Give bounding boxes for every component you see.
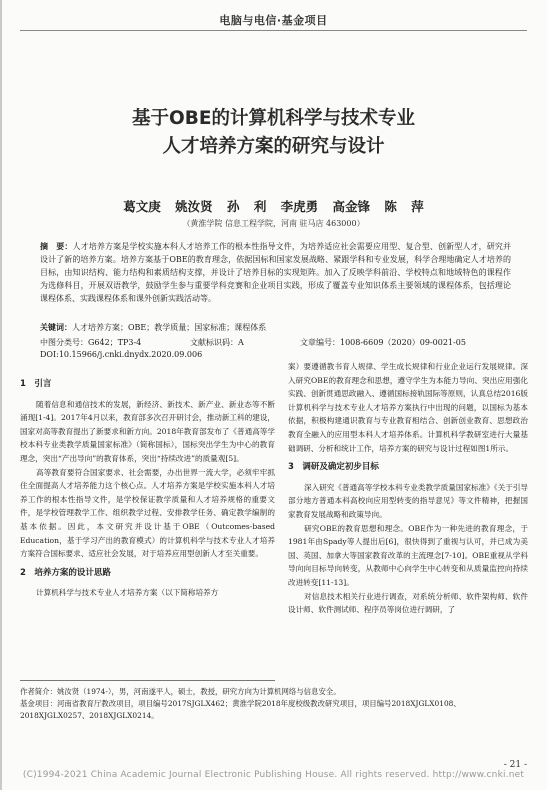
doi: DOI:10.15966/j.cnki.dnydx.2020.09.006	[40, 350, 203, 359]
abstract	[40, 240, 511, 305]
right-paragraph-3: 研究OBE的教育思想和理念。OBE作为一种先进的教育理念，于1981年由Spady等人提出后[6]，很快得到了重视与认可，并已成为美国、英国、加拿大等国家教育改革的主流理念[7-10]。OBE重视从学科导向向目标导向转变，从教师中心向学生中心转变和从质量监控向持续改进转变[11-13]。	[288, 523, 528, 587]
paper-title-line-2: 人才培养方案的研究与设计	[162, 136, 385, 157]
section-2-title: 2 培养方案的设计思路	[20, 567, 111, 578]
abstract-text: 人才培养方案是学校实施本科人才培养工作的根本性指导文件，为培养适应社会需要应用型、复合型、创新型人才，研究并设计了新的培养方案。培养方案基于OBE的教育理念，依据国标和国家发展战略、紧跟学科和专业发展，科学合理地确定人才培养的目标，由知识结构、能力结构和素质结构支撑，并设计了培养目标的实现矩阵。加入了反映学科前沿、学校特点和地域特色的课程作为选修科目，开展双语教学，鼓励学生参与重要学科竞赛和企业项目实践，形成了覆盖专业知识体系主要领域的课程体系，包括理论课程体系、实践课程体系和课外创新实践活动等。	[40, 242, 512, 303]
funding-note: 基金项目：河南省教育厅教改项目，项目编号2017SJGLX462；黄淮学院2018年度校级教改研究项目，项目编号2018XJGLX0108、2018XJGLX0257、2018XJGLX0214。	[20, 699, 461, 720]
keywords-label: 关键词：	[40, 323, 72, 332]
right-paragraph-2: 深入研究《普通高等学校本科专业类教学质量国家标准》《关于引导部分地方普通本科高校向应用型转变的指导意见》等文件精神，把握国家教育发展战略和政策导向。	[288, 482, 529, 519]
keywords	[40, 322, 511, 334]
author-note: 作者简介：姚汝贤（1974-），男，河南遂平人，硕士，教授，研究方向为计算机网络与信息安全。	[20, 687, 341, 696]
abstract-label: 摘 要：	[40, 242, 73, 251]
footnotes	[20, 686, 530, 722]
article-number: 文章编号：1008-6609（2020）09-0021-05	[300, 338, 466, 347]
affiliation: （黄淮学院 信息工程学院，河南 驻马店 463000）	[182, 219, 365, 228]
article-meta	[40, 337, 520, 361]
header-rule	[20, 30, 527, 31]
right-column	[288, 360, 528, 617]
right-paragraph-4: 对信息技术相关行业进行调查，对系统分析师、软件架构师、软件设计师、软件测试师、程序员等岗位进行调研，了	[288, 591, 528, 615]
left-column	[20, 372, 275, 600]
document-code: 文献标识码：A	[190, 338, 244, 347]
keywords-text: 人才培养方案；OBE；教学质量；国家标准；课程体系	[72, 323, 267, 332]
page-number: - 21 -	[503, 760, 527, 770]
copyright-watermark: (C)1994-2021 China Academic Journal Electronic Publishing House. All rights reserved. http://www.cnki.net	[22, 770, 525, 780]
section-2-paragraph-1: 计算机科学与技术专业人才培养方案（以下简称培养方	[36, 588, 219, 598]
section-1-paragraph-2: 高等教育要符合国家要求、社会需要，办出世界一流大学，必须牢牢抓住全面提高人才培养能力这个核心点。人才培养方案是学校实施本科人才培养工作的根本性指导文件，是学校保证教学质量和人才培养规格的重要文件，是学校管理教学工作、组织教学过程、安排教学任务、确定教学编制的基本依据。因此，本文研究并设计基于OBE（Outcomes-based Education，基于学习产出的教育模式）的计算机科学与技术专业人才培养方案符合国标要求、适应社会发展，对于培养应用型创新人才至关重要。	[20, 467, 275, 559]
paper-title-line-1: 基于OBE的计算机科学与技术专业	[132, 108, 415, 129]
authors: 葛文庚 姚汝贤 孙 利 李虎勇 高金锋 陈 萍	[123, 199, 424, 214]
section-1-paragraph-1: 随着信息和通信技术的发展，新经济、新技术、新产业、新业态等不断涌现[1-4]。2017年4月以来，教育部多次召开研讨会，推动新工科的建设，国家对高等教育提出了新要求和新方向。2018年教育部发布了《普通高等学校本科专业类教学质量国家标准》（简称国标），国标突出学生为中心的教育理念，突出“产出导向”的教育体系，突出“持续改进”的质量观[5]。	[20, 399, 275, 463]
footnote-rule	[20, 680, 275, 681]
journal-header: 电脑与电信·基金项目	[219, 14, 328, 27]
page-edge	[0, 0, 2, 790]
section-3-title: 3 调研及确定初步目标	[288, 462, 379, 473]
clc-number: 中图分类号：G642；TP3-4	[40, 338, 142, 347]
right-paragraph-1: 案）要遵循教书育人规律、学生成长规律和行业企业运行发展规律。深入研究OBE的教育理念和思想，遵守学生为本能力导向、突出应用强化实践、创新贯通思政融入、遵循国标接轨国际等原则，认真总结2016版计算机科学与技术专业人才培养方案执行中出现的问题，以国标为基本依据，积极构建通识教育与专业教育相结合、创新创业教育、思想政治教育全融入的应用型本科人才培养体系。计算机科学教研室进行大量基础调研、分析和统计工作，培养方案的研究与设计过程如图1所示。	[288, 362, 528, 453]
section-1-title: 1 引言	[20, 379, 52, 389]
